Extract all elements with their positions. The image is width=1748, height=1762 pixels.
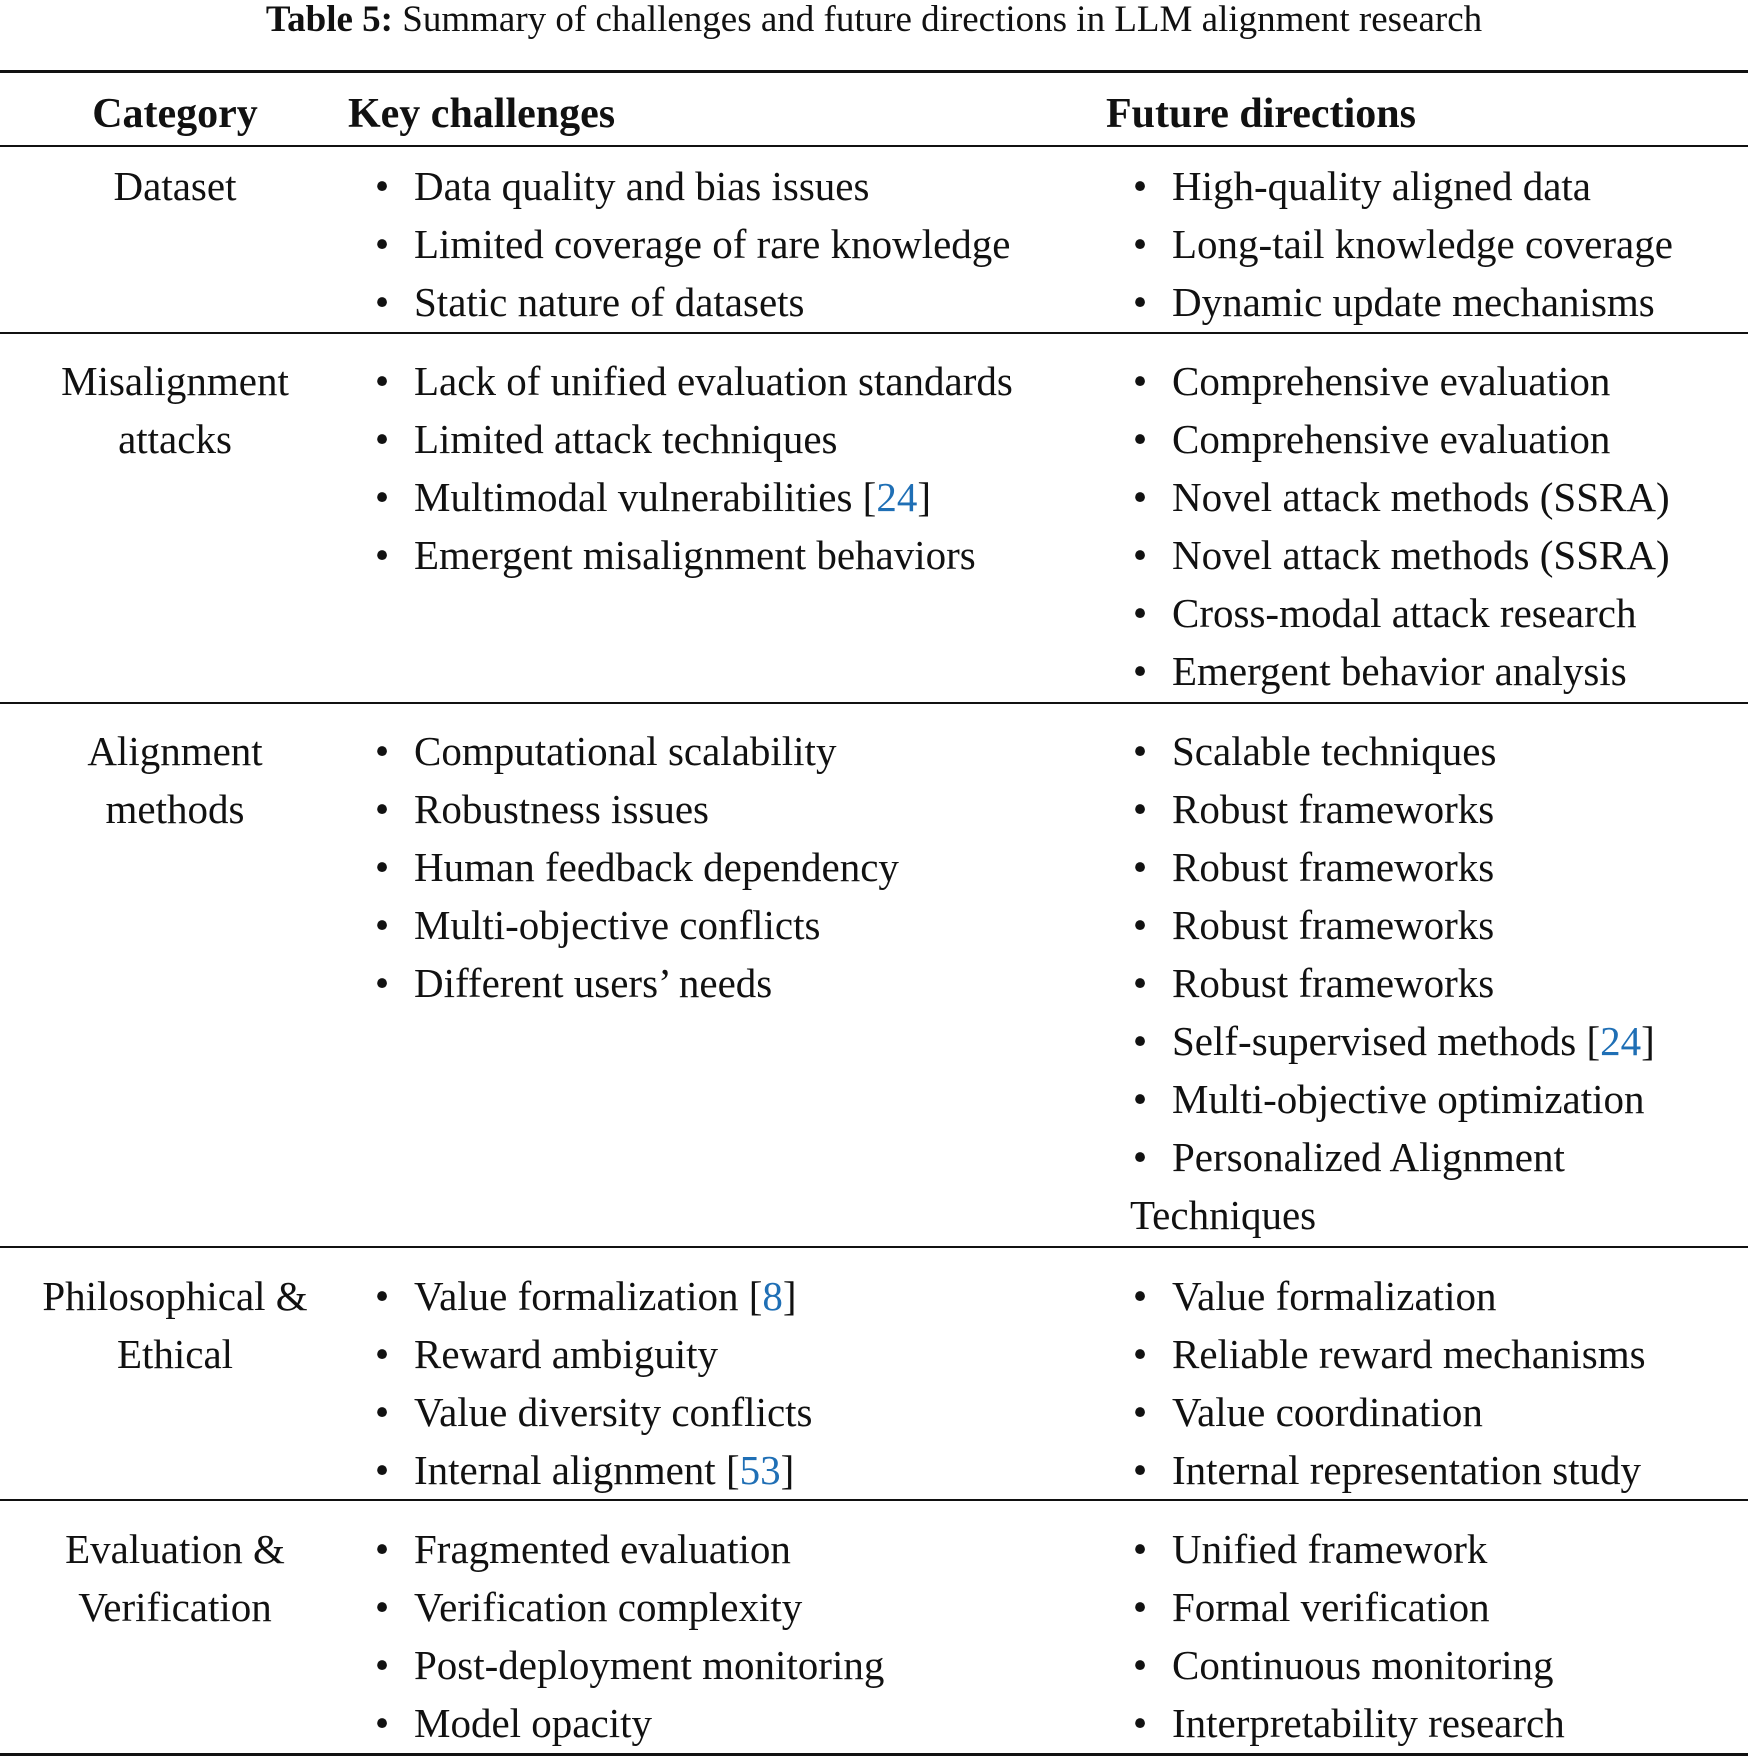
list-item — [1130, 1636, 1744, 1694]
item-text: Lack of unified evaluation standards — [414, 358, 1013, 404]
item-text: Multi-objective optimization — [1172, 1076, 1645, 1122]
category-cell — [0, 352, 350, 468]
item-text: Different users’ needs — [414, 960, 773, 1006]
future-directions-list — [1130, 157, 1744, 331]
bullet-icon: • — [374, 844, 390, 890]
caption-text: Summary of challenges and future directions in LLM alignment research — [402, 0, 1483, 40]
item-text: Model opacity — [414, 1700, 652, 1746]
bottom-rule — [0, 1753, 1748, 1756]
list-item — [372, 352, 1092, 410]
table-caption — [0, 0, 1748, 40]
item-text: Dynamic update mechanisms — [1172, 279, 1655, 325]
list-item — [372, 1636, 1092, 1694]
bullet-icon: • — [1132, 416, 1148, 462]
bullet-icon: • — [1132, 844, 1148, 890]
item-text: Value coordination — [1172, 1389, 1483, 1435]
category-label-continued: attacks — [118, 416, 232, 462]
future-directions-list — [1130, 722, 1744, 1244]
header-rule — [0, 145, 1748, 147]
item-text: Multimodal vulnerabilities — [414, 474, 853, 520]
item-text: Robustness issues — [414, 786, 710, 832]
bullet-icon: • — [1132, 728, 1148, 774]
item-text: Continuous monitoring — [1172, 1642, 1554, 1688]
list-item: • Multimodal vulnerabilities [24] — [372, 468, 1092, 526]
bullet-icon: • — [1132, 1076, 1148, 1122]
bullet-icon: • — [1132, 532, 1148, 578]
bullet-icon: • — [374, 163, 390, 209]
future-directions-list — [1130, 1267, 1744, 1499]
item-text: Novel attack methods (SSRA) — [1172, 532, 1670, 578]
item-text: Comprehensive evaluation — [1172, 416, 1611, 462]
bullet-icon: • — [1132, 590, 1148, 636]
bullet-icon: • — [1132, 1584, 1148, 1630]
list-item — [1130, 896, 1744, 954]
item-text: Static nature of datasets — [414, 279, 805, 325]
key-challenges-list — [372, 157, 1092, 331]
list-item — [1130, 1325, 1744, 1383]
bullet-icon: • — [1132, 1389, 1148, 1435]
bullet-icon: • — [1132, 221, 1148, 267]
row-rule — [0, 332, 1748, 334]
bullet-icon: • — [1132, 786, 1148, 832]
item-text: Unified framework — [1172, 1526, 1488, 1572]
bullet-icon: • — [374, 1331, 390, 1377]
bullet-icon: • — [374, 358, 390, 404]
item-text: High-quality aligned data — [1172, 163, 1591, 209]
top-rule — [0, 70, 1748, 73]
list-item — [1130, 157, 1744, 215]
bullet-icon: • — [1132, 1642, 1148, 1688]
item-text: Interpretability research — [1172, 1700, 1565, 1746]
citation-link[interactable]: 8 — [762, 1273, 783, 1319]
list-item — [1130, 1578, 1744, 1636]
item-text: Value formalization — [414, 1273, 739, 1319]
item-text: Value formalization — [1172, 1273, 1497, 1319]
category-label: Dataset — [113, 163, 237, 209]
list-item: • Internal alignment [53] — [372, 1441, 1092, 1499]
list-item — [1130, 1520, 1744, 1578]
bullet-icon: • — [374, 786, 390, 832]
list-item — [372, 215, 1092, 273]
list-item: • Value formalization [8] — [372, 1267, 1092, 1325]
item-text: Self-supervised methods — [1172, 1018, 1577, 1064]
header-future-directions: Future directions — [1106, 91, 1416, 137]
list-item — [1130, 954, 1744, 1012]
bullet-icon: • — [1132, 1700, 1148, 1746]
bullet-icon: • — [374, 1273, 390, 1319]
item-text: Scalable techniques — [1172, 728, 1497, 774]
list-item — [372, 410, 1092, 468]
item-text: Emergent misalignment behaviors — [414, 532, 976, 578]
bullet-icon: • — [374, 1447, 390, 1493]
list-item — [1130, 352, 1744, 410]
item-text: Post-deployment monitoring — [414, 1642, 885, 1688]
list-item — [372, 1325, 1092, 1383]
bullet-icon: • — [1132, 1273, 1148, 1319]
row-rule — [0, 1246, 1748, 1248]
list-item — [1130, 410, 1744, 468]
bullet-icon: • — [1132, 1526, 1148, 1572]
item-text: Fragmented evaluation — [414, 1526, 791, 1572]
category-cell — [0, 1267, 350, 1383]
list-item — [1130, 584, 1744, 642]
bullet-icon: • — [1132, 474, 1148, 520]
bullet-icon: • — [374, 960, 390, 1006]
list-item — [372, 1694, 1092, 1752]
header-category: Category — [92, 91, 258, 137]
item-text: Human feedback dependency — [414, 844, 899, 890]
item-text: Value diversity conflicts — [414, 1389, 813, 1435]
list-item — [372, 1520, 1092, 1578]
category-label-continued: methods — [105, 786, 245, 832]
bullet-icon: • — [1132, 1018, 1148, 1064]
key-challenges-list — [372, 1520, 1092, 1752]
item-text: Robust frameworks — [1172, 786, 1495, 832]
caption-label: Table 5: — [265, 0, 394, 40]
list-item — [372, 954, 1092, 1012]
item-text: Robust frameworks — [1172, 844, 1495, 890]
list-item — [1130, 780, 1744, 838]
list-item — [1130, 1694, 1744, 1752]
bullet-icon: • — [374, 1526, 390, 1572]
bullet-icon: • — [374, 221, 390, 267]
list-item — [1130, 468, 1744, 526]
bullet-icon: • — [374, 279, 390, 325]
list-item — [372, 157, 1092, 215]
category-label: Evaluation & — [65, 1526, 285, 1572]
item-text: Personalized Alignment — [1172, 1134, 1565, 1180]
list-item — [1130, 1070, 1744, 1128]
bullet-icon: • — [1132, 1447, 1148, 1493]
citation-link[interactable]: 24 — [1600, 1018, 1642, 1064]
list-item — [1130, 722, 1744, 780]
future-directions-list — [1130, 352, 1744, 700]
bullet-icon: • — [374, 532, 390, 578]
item-text: Comprehensive evaluation — [1172, 358, 1611, 404]
bullet-icon: • — [1132, 960, 1148, 1006]
list-item — [372, 526, 1092, 584]
key-challenges-list — [372, 722, 1092, 1012]
category-label-continued: Verification — [78, 1584, 272, 1630]
citation-link[interactable]: 53 — [739, 1447, 781, 1493]
category-label-continued: Ethical — [116, 1331, 234, 1377]
item-text: Cross-modal attack research — [1172, 590, 1637, 636]
bullet-icon: • — [1132, 1331, 1148, 1377]
item-text: Multi-objective conflicts — [414, 902, 821, 948]
row-rule — [0, 702, 1748, 704]
bullet-icon: • — [374, 416, 390, 462]
list-item — [1130, 273, 1744, 331]
row-rule — [0, 1499, 1748, 1501]
category-label: Alignment — [87, 728, 263, 774]
bullet-icon: • — [1132, 902, 1148, 948]
key-challenges-list — [372, 352, 1092, 584]
list-item — [1130, 215, 1744, 273]
list-item — [1130, 1383, 1744, 1441]
item-text: Limited coverage of rare knowledge — [414, 221, 1011, 267]
bullet-icon: • — [1132, 1134, 1148, 1180]
list-item — [372, 896, 1092, 954]
item-text: Robust frameworks — [1172, 960, 1495, 1006]
category-label: Philosophical & — [42, 1273, 308, 1319]
list-item — [372, 780, 1092, 838]
citation-link[interactable]: 24 — [876, 474, 918, 520]
key-challenges-list — [372, 1267, 1092, 1499]
item-text: Reliable reward mechanisms — [1172, 1331, 1646, 1377]
item-text: Long-tail knowledge coverage — [1172, 221, 1673, 267]
category-cell — [0, 157, 350, 215]
list-item — [372, 273, 1092, 331]
bullet-icon: • — [1132, 279, 1148, 325]
list-item: • Self-supervised methods [24] — [1130, 1012, 1744, 1070]
bullet-icon: • — [374, 728, 390, 774]
item-text: Data quality and bias issues — [414, 163, 870, 209]
item-text-continued: Techniques — [1130, 1192, 1317, 1238]
list-item — [372, 838, 1092, 896]
category-cell — [0, 722, 350, 838]
bullet-icon: • — [374, 1700, 390, 1746]
bullet-icon: • — [1132, 358, 1148, 404]
bullet-icon: • — [374, 474, 390, 520]
list-item — [372, 722, 1092, 780]
item-text: Emergent behavior analysis — [1172, 648, 1627, 694]
item-text: Novel attack methods (SSRA) — [1172, 474, 1670, 520]
item-text: Reward ambiguity — [414, 1331, 719, 1377]
list-item — [1130, 526, 1744, 584]
category-cell — [0, 1520, 350, 1636]
bullet-icon: • — [374, 902, 390, 948]
bullet-icon: • — [374, 1584, 390, 1630]
bullet-icon: • — [1132, 648, 1148, 694]
bullet-icon: • — [374, 1642, 390, 1688]
category-label: Misalignment — [61, 358, 289, 404]
header-key-challenges: Key challenges — [348, 91, 616, 137]
item-text: Limited attack techniques — [414, 416, 838, 462]
list-item — [1130, 642, 1744, 700]
bullet-icon: • — [1132, 163, 1148, 209]
list-item — [1130, 838, 1744, 896]
list-item — [372, 1578, 1092, 1636]
list-item — [1130, 1441, 1744, 1499]
item-text: Internal alignment — [414, 1447, 716, 1493]
item-text: Verification complexity — [414, 1584, 803, 1630]
list-item — [372, 1383, 1092, 1441]
item-text: Robust frameworks — [1172, 902, 1495, 948]
item-text: Computational scalability — [414, 728, 837, 774]
item-text: Formal verification — [1172, 1584, 1490, 1630]
item-text: Internal representation study — [1172, 1447, 1642, 1493]
future-directions-list — [1130, 1520, 1744, 1752]
bullet-icon: • — [374, 1389, 390, 1435]
list-item — [1130, 1267, 1744, 1325]
list-item — [1130, 1128, 1744, 1244]
